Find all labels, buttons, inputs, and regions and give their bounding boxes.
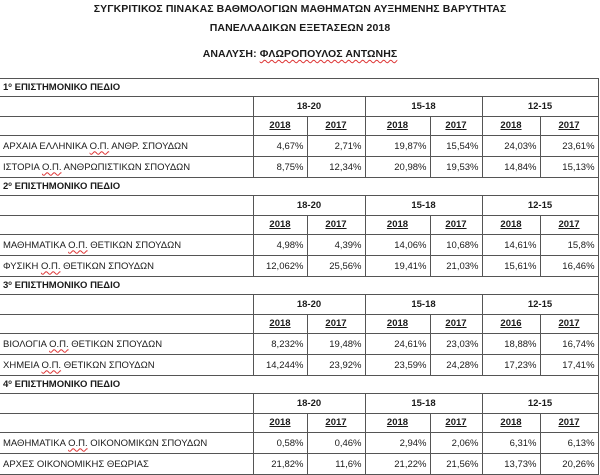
percentage-value: 18,88%	[482, 334, 540, 355]
year-header: 2017	[430, 215, 482, 235]
grade-range-header: 15-18	[365, 394, 482, 414]
subject-name-part: ΜΑΘΗΜΑΤΙΚΑ	[3, 239, 69, 251]
percentage-value: 0,58%	[253, 433, 307, 454]
subject-abbreviation: Ο.Π.	[89, 140, 110, 152]
percentage-value: 6,31%	[482, 433, 540, 454]
percentage-value: 21,03%	[430, 256, 482, 277]
subject-name-part: ΑΡΧΕΣ ΟΙΚΟΝΟΜΙΚΗΣ ΘΕΩΡΙΑΣ	[3, 458, 149, 470]
grade-range-header: 15-18	[365, 97, 482, 117]
analysis-label: ΑΝΑΛΥΣΗ:	[202, 48, 260, 60]
percentage-value: 21,22%	[365, 454, 430, 475]
year-header: 2017	[430, 314, 482, 334]
percentage-value: 19,53%	[430, 157, 482, 178]
percentage-value: 24,61%	[365, 334, 430, 355]
percentage-value: 24,28%	[430, 355, 482, 376]
percentage-value: 19,41%	[365, 256, 430, 277]
percentage-value: 15,8%	[540, 235, 598, 256]
percentage-value: 11,6%	[307, 454, 365, 475]
year-header: 2017	[307, 413, 365, 433]
year-row	[0, 116, 598, 136]
document-title-line-1: ΣΥΓΚΡΙΤΙΚΟΣ ΠΙΝΑΚΑΣ ΒΑΘΜΟΛΟΓΙΩΝ ΜΑΘΗΜΑΤΩΝ ΑΥΞΗΜΕΝΗΣ ΒΑΡΥΤΗΤΑΣ	[93, 3, 507, 15]
year-header: 2018	[253, 215, 307, 235]
percentage-value: 23,59%	[365, 355, 430, 376]
year-header: 2018	[365, 215, 430, 235]
empty-label-cell	[0, 295, 253, 315]
grade-range-row	[0, 295, 598, 315]
subject-abbreviation: Ο.Π.	[68, 239, 88, 251]
year-header: 2018	[365, 413, 430, 433]
section-ordinal: ο	[8, 182, 12, 188]
percentage-value: 4,67%	[253, 136, 307, 157]
year-row	[0, 215, 598, 235]
section-title-text: ΕΠΙΣΤΗΜΟΝΙΚΟ ΠΕΔΙΟ	[11, 82, 121, 93]
percentage-value: 19,48%	[307, 334, 365, 355]
percentage-value: 8,75%	[253, 157, 307, 178]
subject-name-part: ΜΑΘΗΜΑΤΙΚΑ	[3, 437, 69, 449]
section-number: 2	[3, 181, 9, 192]
section-header-row	[0, 277, 598, 295]
grade-range-header: 18-20	[253, 196, 365, 216]
year-header: 2018	[253, 413, 307, 433]
percentage-value: 15,13%	[540, 157, 598, 178]
year-header: 2017	[540, 413, 598, 433]
document-title-line-2: ΠΑΝΕΛΛΑΔΙΚΩΝ ΕΞΕΤΑΣΕΩΝ 2018	[209, 22, 391, 34]
empty-label-cell	[0, 314, 253, 334]
percentage-value: 10,68%	[430, 235, 482, 256]
grade-range-header: 12-15	[482, 97, 598, 117]
percentage-value: 23,92%	[307, 355, 365, 376]
percentage-value: 2,71%	[307, 136, 365, 157]
grade-range-header: 18-20	[253, 394, 365, 414]
subject-name	[0, 235, 253, 256]
percentage-value: 14,84%	[482, 157, 540, 178]
year-row	[0, 413, 598, 433]
subject-name-part: ΧΗΜΕΙΑ	[3, 359, 42, 371]
percentage-value: 16,46%	[540, 256, 598, 277]
percentage-value: 20,26%	[540, 454, 598, 475]
year-header: 2018	[365, 314, 430, 334]
section-title-text: ΕΠΙΣΤΗΜΟΝΙΚΟ ΠΕΔΙΟ	[11, 379, 121, 390]
section-title	[0, 277, 598, 295]
year-header: 2016	[482, 314, 540, 334]
percentage-value: 15,54%	[430, 136, 482, 157]
analysis-author	[0, 48, 600, 60]
subject-abbreviation: Ο.Π.	[41, 359, 62, 371]
year-header: 2017	[540, 314, 598, 334]
grade-range-header: 15-18	[365, 295, 482, 315]
subject-name	[0, 157, 253, 178]
section-ordinal: ο	[8, 281, 12, 287]
grade-range-header: 12-15	[482, 196, 598, 216]
table-row	[0, 235, 598, 256]
percentage-value: 8,232%	[253, 334, 307, 355]
percentage-value: 25,56%	[307, 256, 365, 277]
table-row	[0, 454, 598, 475]
year-header: 2017	[307, 215, 365, 235]
grade-range-row	[0, 196, 598, 216]
subject-name-part: ΙΣΤΟΡΙΑ	[3, 161, 42, 173]
table-row	[0, 433, 598, 454]
subject-name-part: ΟΙΚΟΝΟΜΙΚΩΝ ΣΠΟΥΔΩΝ	[87, 437, 208, 449]
percentage-value: 21,82%	[253, 454, 307, 475]
subject-abbreviation: Ο.Π.	[40, 260, 61, 272]
percentage-value: 17,23%	[482, 355, 540, 376]
percentage-value: 4,98%	[253, 235, 307, 256]
section-title	[0, 79, 598, 97]
grade-range-header: 12-15	[482, 394, 598, 414]
section-ordinal: ο	[8, 83, 12, 89]
empty-label-cell	[0, 394, 253, 414]
year-row	[0, 314, 598, 334]
subject-name-part: ΘΕΤΙΚΩΝ ΣΠΟΥΔΩΝ	[61, 359, 155, 371]
percentage-value: 15,61%	[482, 256, 540, 277]
grade-range-header: 15-18	[365, 196, 482, 216]
percentage-value: 2,06%	[430, 433, 482, 454]
year-header: 2018	[253, 116, 307, 136]
percentage-value: 14,61%	[482, 235, 540, 256]
subject-name	[0, 334, 253, 355]
year-header: 2018	[482, 413, 540, 433]
table-row	[0, 256, 598, 277]
comparison-table	[0, 78, 599, 475]
empty-label-cell	[0, 196, 253, 216]
percentage-value: 12,062%	[253, 256, 307, 277]
percentage-value: 14,244%	[253, 355, 307, 376]
section-ordinal: ο	[8, 380, 12, 386]
author-name: ΦΛΩΡΟΠΟΥΛΟΣ ΑΝΤΩΝΗΣ	[259, 48, 398, 60]
year-header: 2017	[430, 116, 482, 136]
section-number: 1	[3, 82, 9, 93]
table-row	[0, 334, 598, 355]
percentage-value: 23,61%	[540, 136, 598, 157]
table-row	[0, 157, 598, 178]
grade-range-row	[0, 97, 598, 117]
percentage-value: 19,87%	[365, 136, 430, 157]
percentage-value: 14,06%	[365, 235, 430, 256]
year-header: 2018	[365, 116, 430, 136]
percentage-value: 23,03%	[430, 334, 482, 355]
section-number: 4	[3, 379, 9, 390]
grade-range-row	[0, 394, 598, 414]
year-header: 2017	[430, 413, 482, 433]
year-header: 2017	[540, 215, 598, 235]
percentage-value: 13,73%	[482, 454, 540, 475]
year-header: 2018	[482, 116, 540, 136]
subject-name-part: ΘΕΤΙΚΩΝ ΣΠΟΥΔΩΝ	[60, 260, 155, 272]
grade-range-header: 18-20	[253, 295, 365, 315]
subject-name	[0, 136, 253, 157]
percentage-value: 20,98%	[365, 157, 430, 178]
subject-abbreviation: Ο.Π.	[68, 437, 88, 449]
percentage-value: 6,13%	[540, 433, 598, 454]
table-row	[0, 136, 598, 157]
grade-range-header: 18-20	[253, 97, 365, 117]
subject-name-part: ΒΙΟΛΟΓΙΑ	[3, 338, 50, 350]
subject-name-part: ΦΥΣΙΚΗ	[3, 260, 41, 272]
empty-label-cell	[0, 116, 253, 136]
empty-label-cell	[0, 413, 253, 433]
year-header: 2017	[307, 116, 365, 136]
grade-range-header: 12-15	[482, 295, 598, 315]
table-row	[0, 355, 598, 376]
subject-name	[0, 256, 253, 277]
percentage-value: 16,74%	[540, 334, 598, 355]
section-title	[0, 376, 598, 394]
section-title-text: ΕΠΙΣΤΗΜΟΝΙΚΟ ΠΕΔΙΟ	[11, 181, 121, 192]
section-header-row	[0, 79, 598, 97]
subject-name-part: ΘΕΤΙΚΩΝ ΣΠΟΥΔΩΝ	[68, 338, 163, 350]
section-header-row	[0, 376, 598, 394]
subject-abbreviation: Ο.Π.	[41, 161, 62, 173]
percentage-value: 24,03%	[482, 136, 540, 157]
subject-name-part: ΘΕΤΙΚΩΝ ΣΠΟΥΔΩΝ	[87, 239, 182, 251]
section-title	[0, 178, 598, 196]
percentage-value: 2,94%	[365, 433, 430, 454]
subject-name-part: ΑΡΧΑΙΑ ΕΛΛΗΝΙΚΑ	[3, 140, 90, 152]
year-header: 2017	[540, 116, 598, 136]
section-header-row	[0, 178, 598, 196]
empty-label-cell	[0, 97, 253, 117]
section-title-text: ΕΠΙΣΤΗΜΟΝΙΚΟ ΠΕΔΙΟ	[11, 280, 121, 291]
percentage-value: 4,39%	[307, 235, 365, 256]
subject-name	[0, 433, 253, 454]
percentage-value: 12,34%	[307, 157, 365, 178]
subject-name	[0, 454, 253, 475]
percentage-value: 0,46%	[307, 433, 365, 454]
subject-name-part: ΑΝΘΡΩΠΙΣΤΙΚΩΝ ΣΠΟΥΔΩΝ	[61, 161, 191, 173]
subject-name	[0, 355, 253, 376]
year-header: 2018	[482, 215, 540, 235]
year-header: 2017	[307, 314, 365, 334]
percentage-value: 21,56%	[430, 454, 482, 475]
year-header: 2018	[253, 314, 307, 334]
subject-abbreviation: Ο.Π.	[49, 338, 69, 350]
subject-name-part: ΑΝΘΡ. ΣΠΟΥΔΩΝ	[109, 140, 189, 152]
percentage-value: 17,41%	[540, 355, 598, 376]
empty-label-cell	[0, 215, 253, 235]
section-number: 3	[3, 280, 9, 291]
